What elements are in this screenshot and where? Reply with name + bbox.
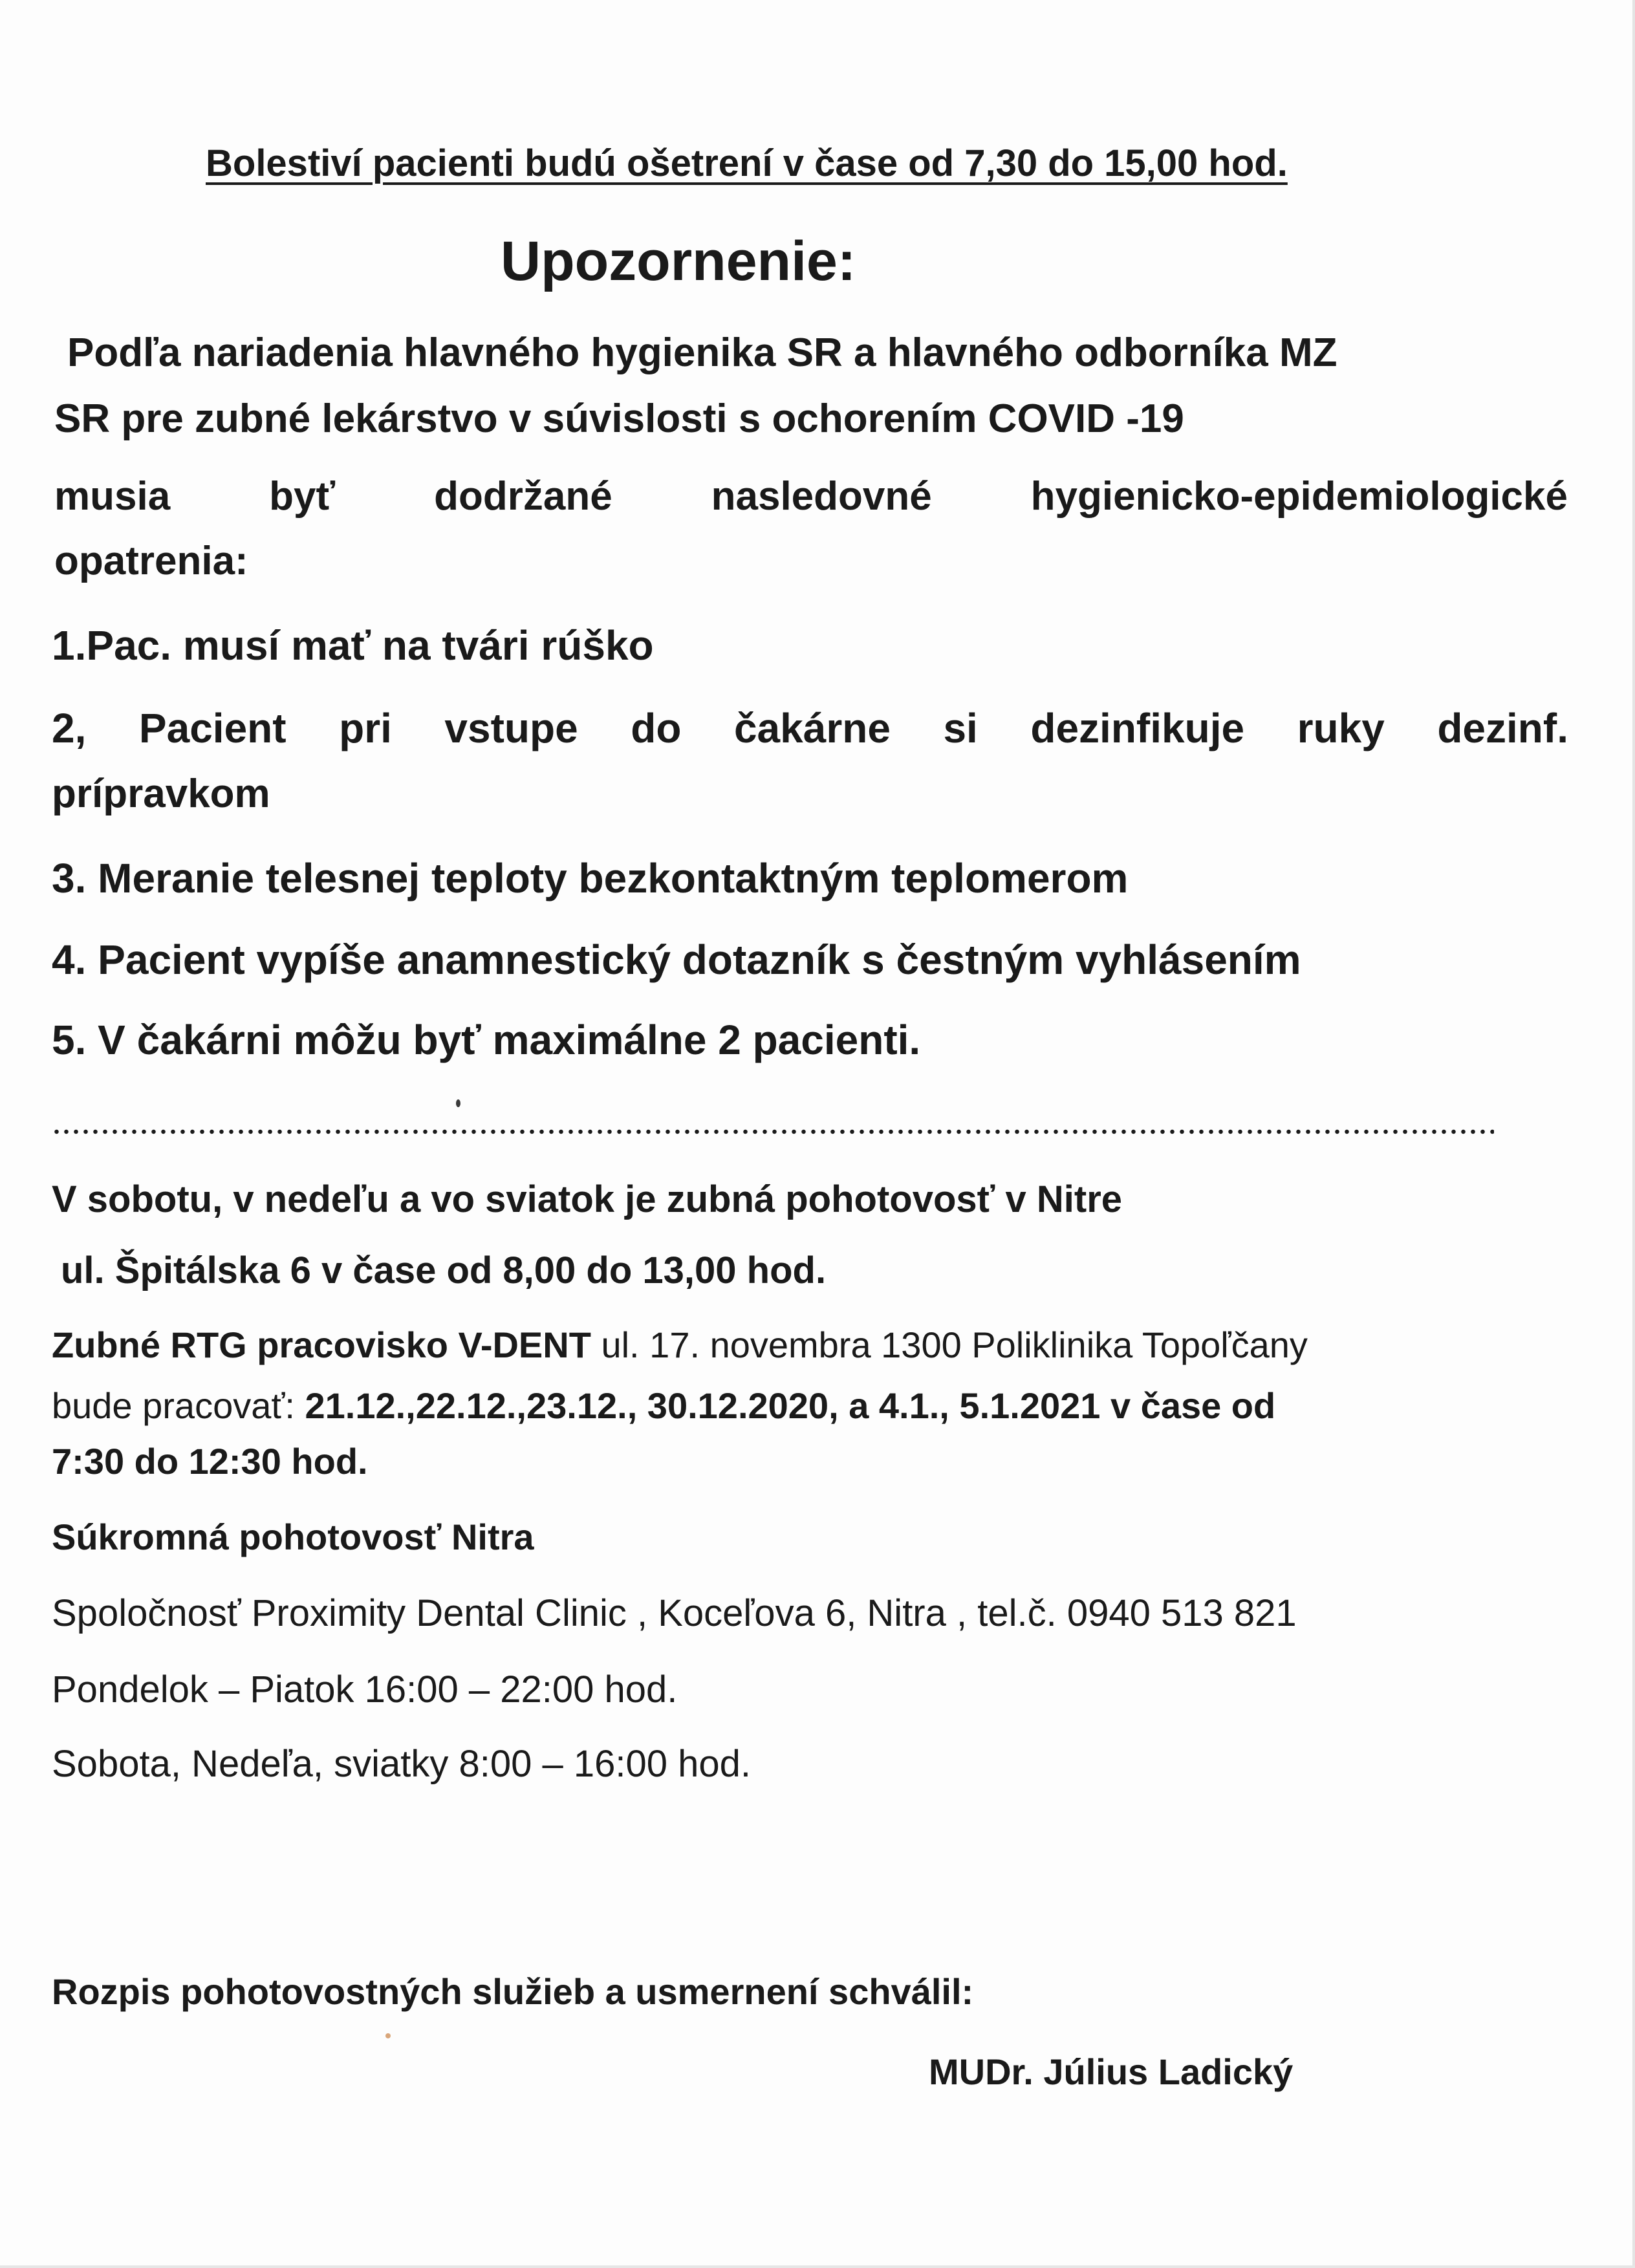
private-heading: Súkromná pohotovosť Nitra <box>52 1517 534 1557</box>
measure-word: si <box>943 705 978 751</box>
measure-word: 2, <box>52 705 87 751</box>
measure-item-2-continued: prípravkom <box>52 772 270 816</box>
scan-edge-right <box>1632 0 1635 2268</box>
intro-line-3 <box>54 473 1568 519</box>
measure-word: do <box>631 705 682 751</box>
measure-word: dezinfikuje <box>1030 705 1245 751</box>
intro-word: nasledovné <box>711 474 932 519</box>
private-company: Spoločnosť Proximity Dental Clinic , Koceľova 6, Nitra , tel.č. 0940 513 821 <box>52 1592 1297 1634</box>
rtg-line-1 <box>52 1324 1308 1366</box>
rtg-dates: 21.12.,22.12.,23.12., 30.12.2020, a 4.1., 5.1.2021 v čase od <box>305 1385 1276 1426</box>
weekend-line-1: V sobotu, v nedeľu a vo sviatok je zubná pohotovosť v Nitre <box>52 1178 1123 1220</box>
intro-line-1: Podľa nariadenia hlavného hygienika SR a hlavného odborníka MZ <box>67 330 1337 375</box>
weekend-line-2: ul. Špitálska 6 v čase od 8,00 do 13,00 hod. <box>61 1249 827 1291</box>
measure-word: ruky <box>1297 705 1385 751</box>
measure-word: čakárne <box>733 705 891 751</box>
measure-word: vstupe <box>444 705 578 751</box>
intro-line-2: SR pre zubné lekárstvo v súvislosti s ochorením COVID -19 <box>54 396 1184 441</box>
rtg-hours: 7:30 do 12:30 hod. <box>52 1441 368 1482</box>
intro-line-4: opatrenia: <box>54 539 248 583</box>
rtg-name: Zubné RTG pracovisko V-DENT <box>52 1324 591 1365</box>
measure-item-4: 4. Pacient vypíše anamnestický dotazník s čestným vyhlásením <box>52 936 1301 983</box>
rtg-address: ul. 17. novembra 1300 Poliklinika Topoľčany <box>590 1324 1308 1365</box>
measure-item-1: 1.Pac. musí mať na tvári rúško <box>52 622 654 669</box>
intro-word: hygienicko-epidemiologické <box>1030 474 1568 519</box>
signatory-name: MUDr. Július Ladický <box>929 2051 1294 2092</box>
scan-speck <box>385 2033 391 2038</box>
private-weekdays: Pondelok – Piatok 16:00 – 22:00 hod. <box>52 1669 678 1711</box>
measure-item-5: 5. V čakárni môžu byť maximálne 2 pacienti. <box>52 1017 921 1063</box>
dotted-separator <box>52 1129 1494 1135</box>
measure-word: pri <box>339 705 392 751</box>
approval-text: Rozpis pohotovostných služieb a usmernení schválil: <box>52 1971 974 2012</box>
measure-item-2 <box>52 705 1568 753</box>
private-weekend: Sobota, Nedeľa, sviatky 8:00 – 16:00 hod. <box>52 1743 751 1785</box>
measure-word: dezinf. <box>1437 705 1568 751</box>
scan-edge-bottom <box>0 2265 1635 2268</box>
rtg-line-2 <box>52 1385 1275 1427</box>
rtg-schedule-prefix: bude pracovať: <box>52 1385 305 1426</box>
intro-word: musia <box>54 474 171 519</box>
scan-speck <box>456 1099 460 1107</box>
intro-word: dodržané <box>434 474 612 519</box>
measure-word: Pacient <box>138 705 287 751</box>
header-notice: Bolestiví pacienti budú ošetrení v čase od 7,30 do 15,00 hod. <box>206 142 1288 184</box>
page-title: Upozornenie: <box>501 230 856 292</box>
measure-item-3: 3. Meranie telesnej teploty bezkontaktným teplomerom <box>52 855 1129 902</box>
intro-word: byť <box>269 474 336 519</box>
